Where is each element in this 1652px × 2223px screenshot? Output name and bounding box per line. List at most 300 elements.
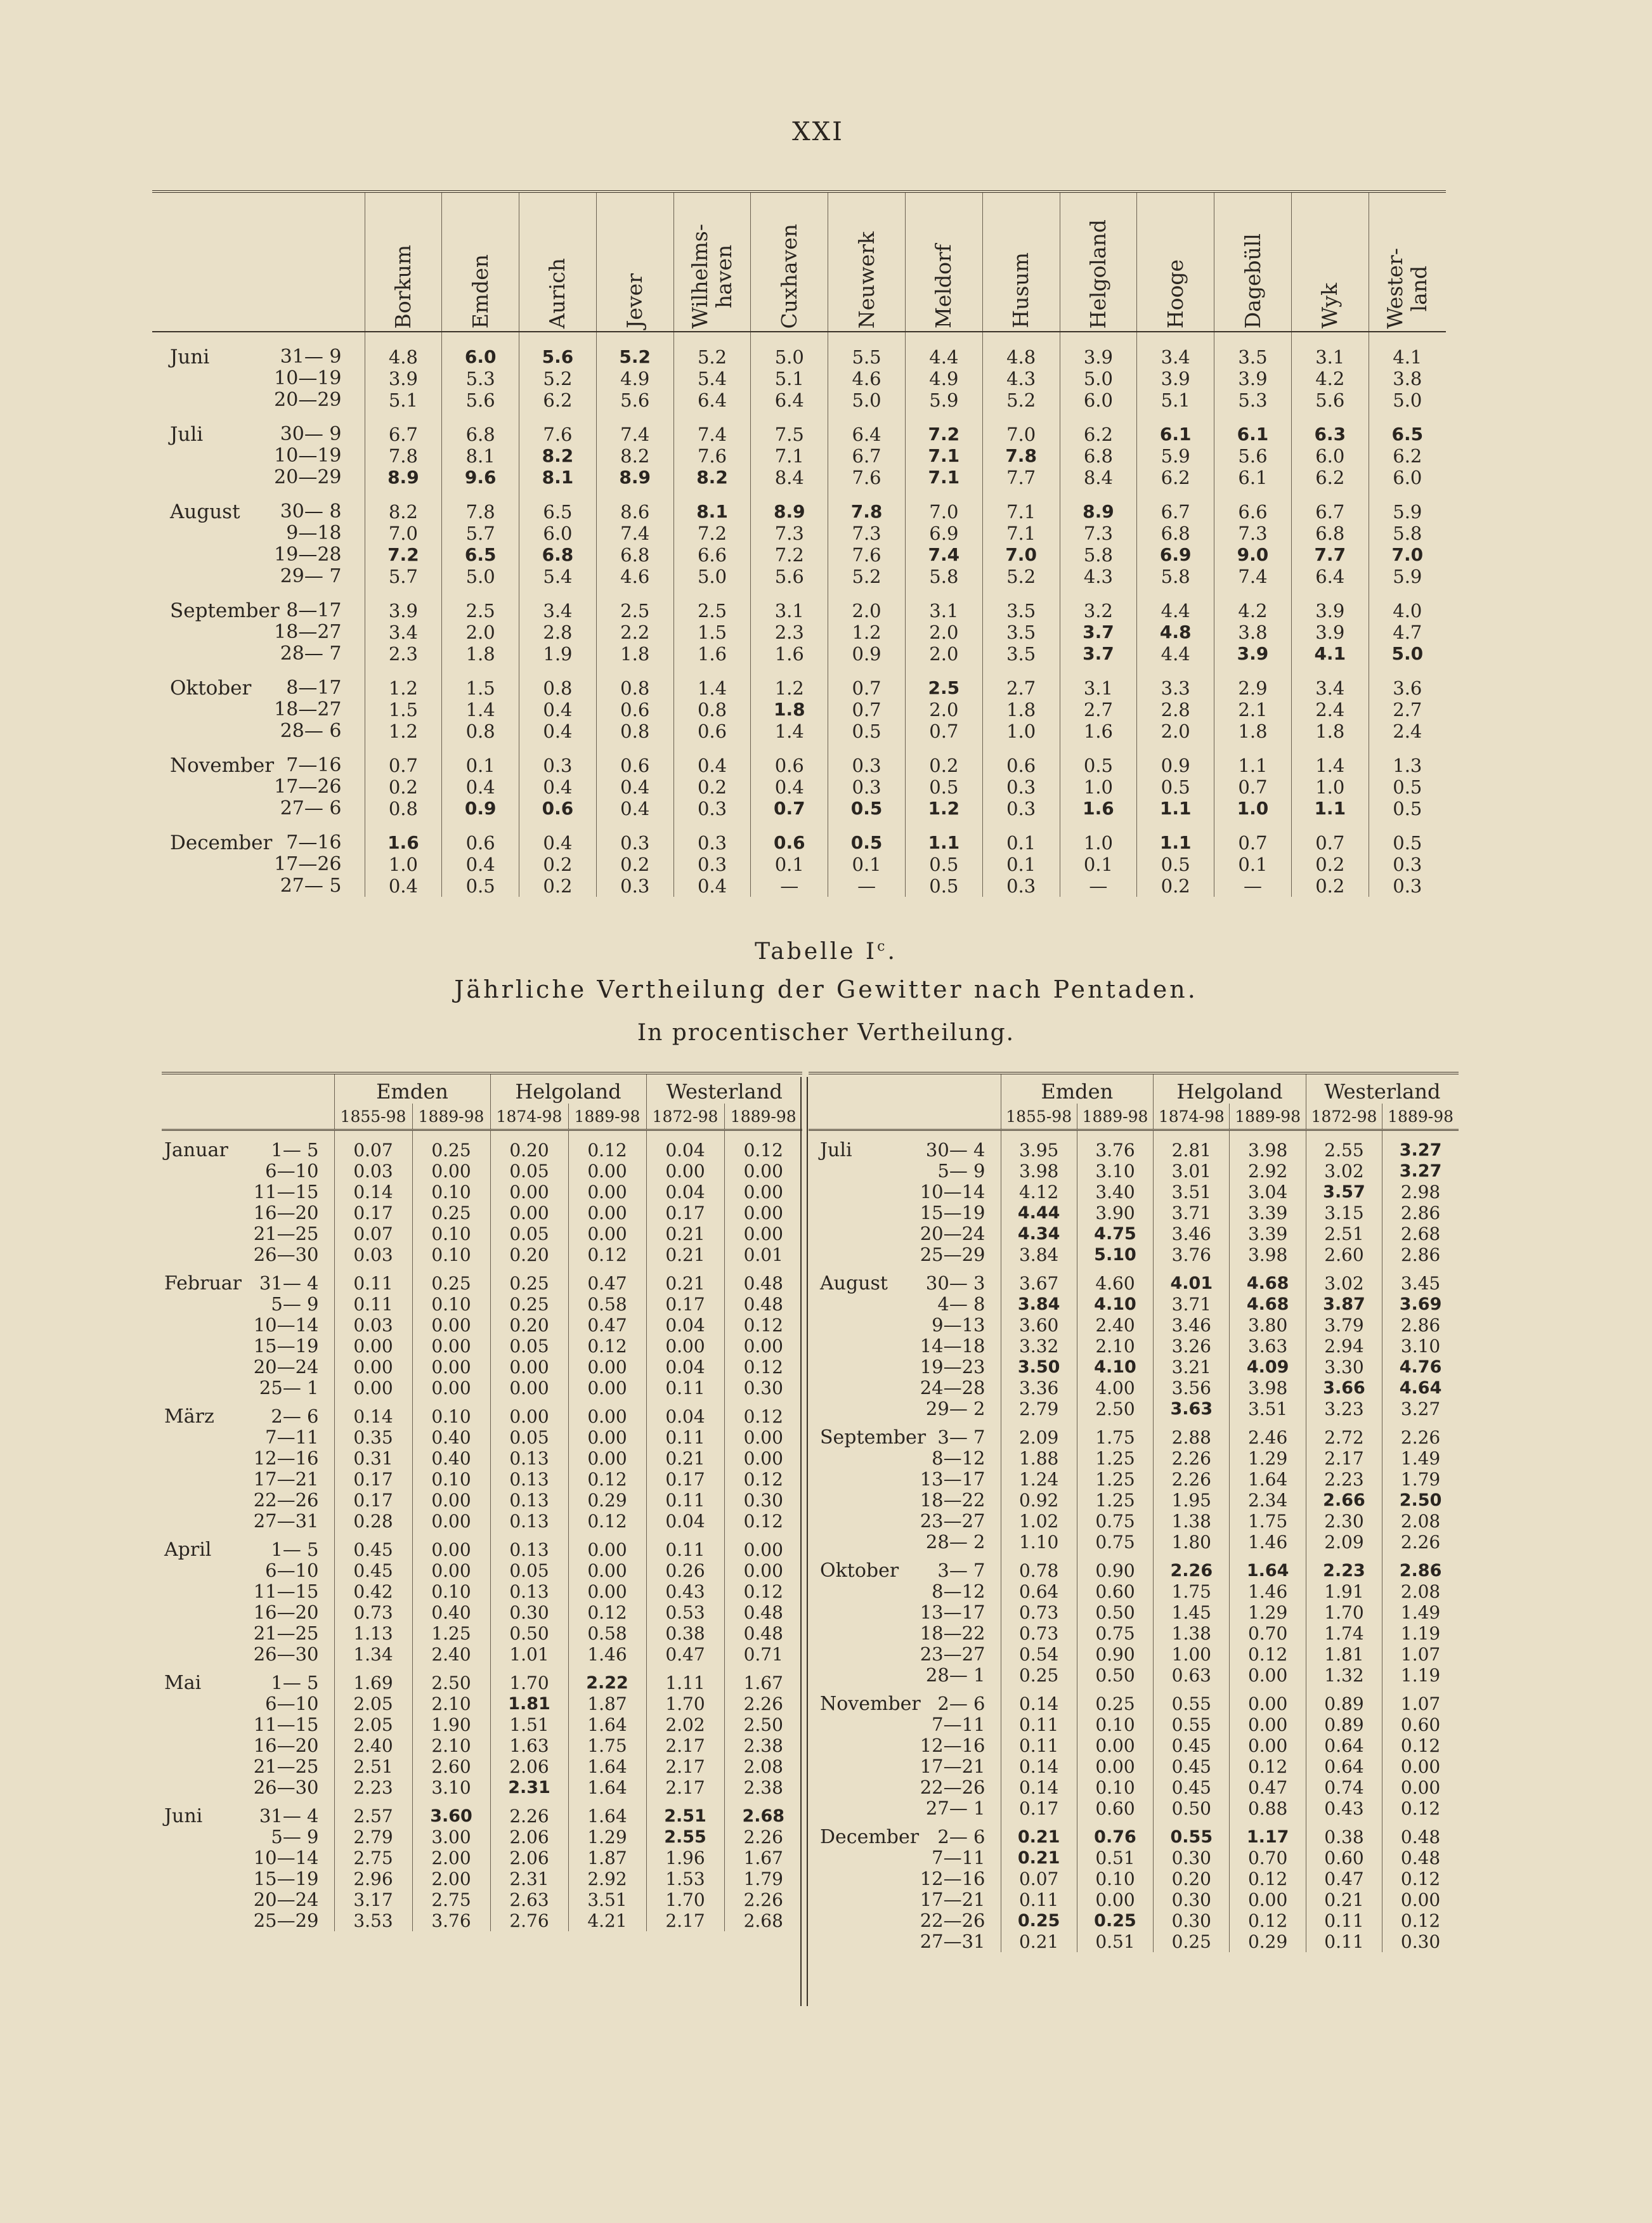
value-cell: 3.60 [412, 1806, 490, 1827]
pentad-label: 5— 9 [271, 1293, 319, 1315]
value-cell: 1.90 [412, 1714, 490, 1735]
value-cell: 5.8 [1369, 523, 1446, 544]
table-row [162, 1735, 802, 1756]
value-cell: 6.2 [1291, 467, 1369, 488]
value-cell: 0.5 [442, 875, 519, 897]
value-cell: 7.6 [828, 467, 906, 488]
value-cell: 1.49 [1382, 1602, 1459, 1623]
value-cell: 0.47 [1230, 1777, 1306, 1798]
value-cell: 0.4 [519, 832, 597, 854]
value-cell: 3.9 [1291, 600, 1369, 622]
value-cell: 2.08 [724, 1756, 802, 1777]
month-label: Januar [164, 1139, 228, 1161]
value-cell: 1.74 [1306, 1623, 1382, 1644]
value-cell: 0.05 [490, 1223, 568, 1244]
row-label [152, 389, 365, 411]
table-row [152, 622, 1446, 643]
value-cell: 0.63 [1154, 1665, 1230, 1686]
value-cell: 2.09 [1306, 1532, 1382, 1553]
table-row [809, 1868, 1459, 1889]
row-label [809, 1756, 1001, 1777]
value-cell: 0.28 [334, 1511, 412, 1532]
value-cell: 3.4 [1137, 346, 1214, 368]
value-cell: 0.6 [442, 832, 519, 854]
table-row [152, 643, 1446, 665]
value-cell: 0.2 [673, 776, 751, 798]
station-name: Neuwerk [854, 231, 879, 329]
value-cell: 1.1 [1137, 798, 1214, 819]
value-cell: 0.12 [568, 1140, 646, 1161]
value-cell: 0.10 [412, 1406, 490, 1427]
month-label [162, 1161, 265, 1182]
pentad-label: 18—22 [920, 1489, 985, 1511]
value-cell: 4.6 [828, 368, 906, 389]
value-cell: 3.45 [1382, 1273, 1459, 1294]
station-header: Westerland [646, 1073, 802, 1104]
value-cell: 0.13 [490, 1448, 568, 1469]
value-cell: 2.50 [724, 1714, 802, 1735]
row-label [809, 1889, 1001, 1910]
value-cell: 0.00 [490, 1357, 568, 1378]
value-cell: 0.12 [724, 1469, 802, 1490]
row-label [809, 1798, 1001, 1819]
value-cell: 7.4 [1214, 566, 1292, 587]
value-cell: 1.91 [1306, 1581, 1382, 1602]
value-cell: 7.4 [905, 544, 982, 566]
value-cell: 0.30 [1382, 1931, 1459, 1952]
row-label [152, 622, 365, 643]
value-cell: 0.3 [982, 875, 1060, 897]
value-cell: 2.26 [1382, 1427, 1459, 1448]
value-cell: 4.2 [1214, 600, 1292, 622]
value-cell: 1.00 [1154, 1644, 1230, 1665]
value-cell: 4.60 [1077, 1273, 1153, 1294]
pentad-label: 17—26 [274, 853, 342, 875]
table-title: Tabelle $I^c$. [755, 939, 897, 965]
month-label [809, 1448, 932, 1469]
value-cell: 8.2 [673, 467, 751, 488]
value-cell: 0.50 [490, 1623, 568, 1644]
value-cell: 1.25 [1077, 1490, 1153, 1511]
month-label [152, 776, 274, 798]
station-name: Helgoland [1085, 219, 1110, 329]
value-cell: 0.04 [646, 1511, 724, 1532]
value-cell: 2.0 [1137, 720, 1214, 742]
value-cell: 3.30 [1306, 1357, 1382, 1378]
row-label [162, 1777, 334, 1798]
value-cell: 2.68 [724, 1910, 802, 1931]
pentad-label: 21—25 [253, 1223, 319, 1244]
pentad-label: 31— 4 [259, 1805, 319, 1827]
row-label [809, 1560, 1001, 1581]
value-cell: 4.9 [596, 368, 673, 389]
value-cell: 0.51 [1077, 1931, 1153, 1952]
value-cell: 0.00 [568, 1581, 646, 1602]
value-cell: 3.84 [1001, 1244, 1077, 1265]
value-cell: 3.04 [1230, 1182, 1306, 1203]
value-cell: 0.60 [1306, 1848, 1382, 1868]
value-cell: 0.25 [412, 1140, 490, 1161]
value-cell: 0.43 [646, 1581, 724, 1602]
pentad-label: 20—29 [274, 466, 342, 488]
month-label [809, 1931, 920, 1952]
value-cell: 0.00 [1382, 1777, 1459, 1798]
value-cell: 8.1 [673, 501, 751, 523]
value-cell: 1.81 [1306, 1644, 1382, 1665]
value-cell: 0.5 [1137, 776, 1214, 798]
table-row [152, 467, 1446, 488]
value-cell: 0.31 [334, 1448, 412, 1469]
value-cell: 8.9 [1060, 501, 1137, 523]
value-cell: 0.48 [724, 1273, 802, 1294]
value-cell: 0.5 [828, 798, 906, 819]
value-cell: 5.8 [1137, 566, 1214, 587]
value-cell: 3.3 [1137, 677, 1214, 699]
value-cell: 0.00 [490, 1182, 568, 1203]
value-cell: 0.48 [724, 1294, 802, 1315]
value-cell: 5.0 [751, 346, 828, 368]
value-cell: 0.00 [1382, 1756, 1459, 1777]
value-cell: 1.07 [1382, 1693, 1459, 1714]
station-name: Aurich [545, 258, 570, 329]
value-cell: 1.9 [519, 643, 597, 665]
row-label [162, 1336, 334, 1357]
value-cell: 0.00 [646, 1336, 724, 1357]
value-cell: 2.92 [1230, 1161, 1306, 1182]
month-label [809, 1469, 920, 1490]
row-label [162, 1182, 334, 1203]
value-cell: 2.17 [646, 1777, 724, 1798]
month-label [809, 1244, 920, 1265]
table-row [162, 1244, 802, 1265]
value-cell: 2.79 [334, 1827, 412, 1848]
month-label [162, 1378, 259, 1398]
value-cell: 0.5 [1137, 854, 1214, 875]
value-cell: 0.00 [646, 1161, 724, 1182]
month-label [152, 854, 274, 875]
value-cell: 1.0 [1060, 832, 1137, 854]
value-cell: 0.76 [1077, 1827, 1153, 1848]
station-name: Borkum [390, 244, 415, 329]
value-cell: 0.00 [490, 1378, 568, 1398]
pentad-label: 9—13 [932, 1314, 985, 1336]
value-cell: 6.8 [1291, 523, 1369, 544]
value-cell: 3.5 [982, 643, 1060, 665]
value-cell: 2.76 [490, 1910, 568, 1931]
value-cell: — [751, 875, 828, 897]
station-name: Wester- land [1382, 247, 1432, 329]
pentad-label: 23—27 [920, 1643, 985, 1665]
value-cell: 3.26 [1154, 1336, 1230, 1357]
table-row [152, 566, 1446, 587]
value-cell: 0.00 [724, 1539, 802, 1560]
station-header: Emden [334, 1073, 490, 1104]
row-label [162, 1623, 334, 1644]
row-label [162, 1357, 334, 1378]
value-cell: 5.9 [905, 389, 982, 411]
value-cell: 7.4 [596, 424, 673, 445]
value-cell: 3.98 [1230, 1244, 1306, 1265]
pentad-label: 10—19 [274, 445, 342, 467]
value-cell: 2.75 [412, 1889, 490, 1910]
value-cell: 0.5 [1369, 798, 1446, 819]
row-label [809, 1448, 1001, 1469]
value-cell: 2.0 [828, 600, 906, 622]
row-label [809, 1140, 1001, 1161]
month-label [809, 1223, 920, 1244]
value-cell: 0.29 [568, 1490, 646, 1511]
row-label [162, 1315, 334, 1336]
value-cell: 0.90 [1077, 1644, 1153, 1665]
value-cell: 1.75 [568, 1735, 646, 1756]
value-cell: 6.4 [1291, 566, 1369, 587]
pentad-label: 30— 4 [925, 1139, 985, 1161]
row-label [162, 1848, 334, 1868]
value-cell: 0.21 [646, 1223, 724, 1244]
row-label [162, 1560, 334, 1581]
month-label [809, 1665, 926, 1686]
value-cell: 0.17 [334, 1469, 412, 1490]
value-cell: 6.2 [1137, 467, 1214, 488]
value-cell: 2.68 [724, 1806, 802, 1827]
month-label: August [820, 1272, 888, 1294]
value-cell: 0.21 [1001, 1931, 1077, 1952]
value-cell: 7.2 [751, 544, 828, 566]
value-cell: 2.05 [334, 1693, 412, 1714]
table-row [809, 1889, 1459, 1910]
value-cell: 3.5 [982, 622, 1060, 643]
value-cell: 0.00 [724, 1560, 802, 1581]
value-cell: 2.17 [646, 1756, 724, 1777]
table-row [162, 1448, 802, 1469]
value-cell: 5.2 [596, 346, 673, 368]
value-cell: 3.60 [1001, 1315, 1077, 1336]
value-cell: 6.0 [1369, 467, 1446, 488]
pentad-label: 27— 1 [925, 1797, 985, 1819]
pentad-label: 1— 5 [271, 1672, 319, 1693]
row-label [152, 677, 365, 699]
pentad-label: 8—12 [932, 1447, 985, 1469]
value-cell: 0.73 [334, 1602, 412, 1623]
value-cell: 5.7 [365, 566, 442, 587]
value-cell: 4.3 [1060, 566, 1137, 587]
value-cell: 0.47 [1306, 1868, 1382, 1889]
value-cell: 1.67 [724, 1848, 802, 1868]
value-cell: 5.0 [442, 566, 519, 587]
value-cell: 0.4 [519, 776, 597, 798]
value-cell: 3.02 [1306, 1161, 1382, 1182]
value-cell: 0.00 [568, 1357, 646, 1378]
value-cell: 4.8 [1137, 622, 1214, 643]
table-row [809, 1644, 1459, 1665]
pentad-label: 26—30 [253, 1244, 319, 1265]
value-cell: 3.51 [1230, 1398, 1306, 1419]
value-cell: 4.4 [1137, 643, 1214, 665]
pentad-label: 20—29 [274, 389, 342, 411]
month-label [162, 1581, 254, 1602]
table-row [809, 1665, 1459, 1686]
value-cell: 2.51 [1306, 1223, 1382, 1244]
value-cell: 5.6 [519, 346, 597, 368]
station-header: Helgoland [490, 1073, 646, 1104]
value-cell: 0.00 [568, 1182, 646, 1203]
pentad-label: 5— 9 [271, 1826, 319, 1848]
value-cell: 0.40 [412, 1427, 490, 1448]
value-cell: 0.12 [568, 1511, 646, 1532]
value-cell: 4.44 [1001, 1203, 1077, 1223]
value-cell: 3.2 [1060, 600, 1137, 622]
value-cell: 1.29 [1230, 1448, 1306, 1469]
row-label [152, 467, 365, 488]
value-cell: 6.1 [1214, 467, 1292, 488]
value-cell: 1.87 [568, 1848, 646, 1868]
value-cell: 3.7 [1060, 622, 1137, 643]
table-row [162, 1294, 802, 1315]
value-cell: 3.9 [365, 368, 442, 389]
value-cell: 0.10 [1077, 1777, 1153, 1798]
label-header [809, 1073, 1001, 1130]
row-label [162, 1910, 334, 1931]
value-cell: 3.17 [334, 1889, 412, 1910]
table-row [809, 1735, 1459, 1756]
table-row [809, 1244, 1459, 1265]
value-cell: 0.10 [1077, 1868, 1153, 1889]
value-cell: 3.57 [1306, 1182, 1382, 1203]
table-row [152, 798, 1446, 819]
value-cell: 0.12 [724, 1140, 802, 1161]
month-label [809, 1777, 920, 1798]
value-cell: 0.05 [490, 1161, 568, 1182]
value-cell: 4.3 [982, 368, 1060, 389]
value-cell: 0.13 [490, 1511, 568, 1532]
year-range-header: 1889-98 [1230, 1104, 1306, 1130]
value-cell: 0.5 [905, 875, 982, 897]
value-cell: 0.30 [724, 1378, 802, 1398]
pentad-label: 25— 1 [259, 1377, 319, 1398]
value-cell: 2.57 [334, 1806, 412, 1827]
value-cell: 0.14 [1001, 1777, 1077, 1798]
row-label [152, 699, 365, 720]
row-label [809, 1735, 1001, 1756]
value-cell: 0.70 [1230, 1623, 1306, 1644]
table-separator [800, 1077, 808, 2006]
value-cell: 1.88 [1001, 1448, 1077, 1469]
month-label [152, 798, 280, 819]
value-cell: 8.2 [519, 445, 597, 467]
value-cell: 0.2 [596, 854, 673, 875]
value-cell: 2.94 [1306, 1336, 1382, 1357]
table-row [162, 1511, 802, 1532]
month-label [152, 566, 280, 587]
value-cell: 5.8 [905, 566, 982, 587]
row-label [809, 1490, 1001, 1511]
value-cell: 7.8 [982, 445, 1060, 467]
value-cell: 0.9 [828, 643, 906, 665]
station-name: Hooge [1162, 259, 1188, 329]
value-cell: 0.05 [490, 1560, 568, 1581]
value-cell: 3.46 [1154, 1315, 1230, 1336]
pentad-label: 30— 3 [925, 1272, 985, 1294]
pentad-table-summer [152, 190, 1446, 897]
value-cell: 6.7 [1137, 501, 1214, 523]
value-cell: 0.25 [1077, 1693, 1153, 1714]
value-cell: 2.31 [490, 1777, 568, 1798]
pentad-label: 16—20 [253, 1601, 319, 1623]
value-cell: 2.60 [1306, 1244, 1382, 1265]
month-label [809, 1581, 932, 1602]
year-range-header: 1889-98 [568, 1104, 646, 1130]
value-cell: 0.04 [646, 1140, 724, 1161]
value-cell: 0.30 [1154, 1848, 1230, 1868]
value-cell: 2.08 [1382, 1581, 1459, 1602]
value-cell: 5.6 [1214, 445, 1292, 467]
value-cell: 5.1 [751, 368, 828, 389]
value-cell: 3.67 [1001, 1273, 1077, 1294]
value-cell: 9.6 [442, 467, 519, 488]
year-range-header: 1874-98 [490, 1104, 568, 1130]
value-cell: 0.03 [334, 1244, 412, 1265]
row-label [162, 1140, 334, 1161]
value-cell: 2.3 [751, 622, 828, 643]
row-label [809, 1161, 1001, 1182]
value-cell: 0.73 [1001, 1602, 1077, 1623]
value-cell: 0.00 [724, 1427, 802, 1448]
table-row [809, 1511, 1459, 1532]
row-label [809, 1602, 1001, 1623]
pentad-label: 7—11 [265, 1426, 319, 1448]
month-label [162, 1511, 254, 1532]
value-cell: 8.6 [596, 501, 673, 523]
value-cell: 6.8 [596, 544, 673, 566]
value-cell: 0.00 [334, 1357, 412, 1378]
value-cell: 0.17 [646, 1469, 724, 1490]
pentad-label: 7—16 [286, 831, 342, 854]
row-label [162, 1714, 334, 1735]
value-cell: 0.20 [490, 1244, 568, 1265]
value-cell: 0.00 [568, 1378, 646, 1398]
value-cell: 5.9 [1369, 566, 1446, 587]
value-cell: 0.26 [646, 1560, 724, 1581]
value-cell: 4.1 [1369, 346, 1446, 368]
value-cell: 1.64 [568, 1777, 646, 1798]
value-cell: 2.38 [724, 1735, 802, 1756]
table-row [809, 1161, 1459, 1182]
value-cell: 2.3 [365, 643, 442, 665]
table-row [152, 720, 1446, 742]
pentad-label: 5— 9 [937, 1160, 985, 1182]
pentad-label: 8—17 [286, 677, 342, 699]
value-cell: 3.98 [1230, 1378, 1306, 1398]
station-header [519, 192, 597, 332]
month-label: November [170, 754, 275, 777]
value-cell: 0.3 [519, 755, 597, 776]
table-row [809, 1623, 1459, 1644]
table-row [162, 1273, 802, 1294]
row-label [152, 368, 365, 389]
value-cell: 2.51 [334, 1756, 412, 1777]
table-row [162, 1806, 802, 1827]
table-row [809, 1848, 1459, 1868]
value-cell: 0.12 [568, 1244, 646, 1265]
value-cell: 0.1 [982, 854, 1060, 875]
table-row [162, 1714, 802, 1735]
value-cell: 2.86 [1382, 1203, 1459, 1223]
value-cell: 2.05 [334, 1714, 412, 1735]
value-cell: 4.75 [1077, 1223, 1153, 1244]
value-cell: 2.50 [1077, 1398, 1153, 1419]
month-label [162, 1827, 271, 1848]
value-cell: 0.00 [412, 1378, 490, 1398]
